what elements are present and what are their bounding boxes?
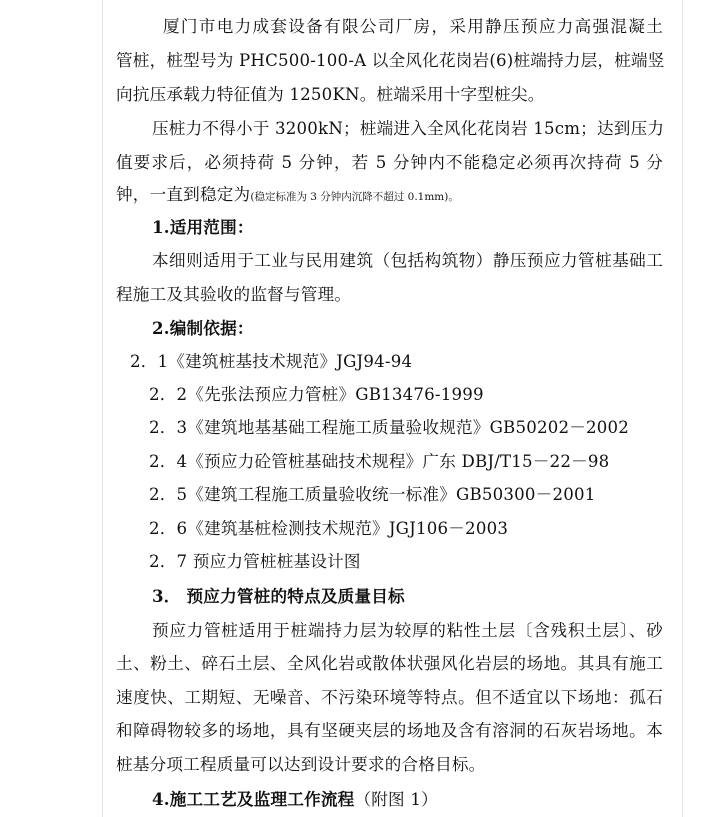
body-text-line: 和障碍物较多的场地，具有坚硬夹层的场地及含有溶洞的石灰岩场地。本 xyxy=(116,721,663,740)
body-text-line: 厦门市电力成套设备有限公司厂房，采用静压预应力高强混凝土 xyxy=(163,17,663,36)
figure-reference: （附图 1） xyxy=(354,790,438,809)
body-text-line: 向抗压承载力特征值为 1250KN。桩端采用十字型桩尖。 xyxy=(116,85,545,104)
body-text-line: 速度快、工期短、无噪音、不污染环境等特点。但不适宜以下场地：孤石 xyxy=(116,688,663,707)
body-text-line: 土、粉土、碎石土层、全风化岩或散体状强风化岩层的场地。其具有施工 xyxy=(116,654,663,673)
reference-item: 2．7 预应力管桩桩基设计图 xyxy=(149,552,361,571)
reference-item: 2．1《建筑桩基技术规范》JGJ94-94 xyxy=(130,352,413,371)
section-heading: 1.适用范围： xyxy=(152,217,254,237)
body-text: 钟，一直到稳定为 xyxy=(116,185,251,204)
body-text-line: 本细则适用于工业与民用建筑（包括构筑物）静压预应力管桩基础工 xyxy=(152,251,663,270)
reference-item: 2．3《建筑地基基础工程施工质量验收规范》GB50202－2002 xyxy=(149,418,630,437)
reference-item: 2．2《先张法预应力管桩》GB13476-1999 xyxy=(149,385,484,404)
body-text-line xyxy=(116,183,459,209)
reference-item: 2．4《预应力砼管桩基础技术规程》广东 DBJ/T15－22－98 xyxy=(149,452,610,471)
page-margin-right xyxy=(682,0,683,817)
stability-note: (稳定标准为 3 分钟内沉降不超过 0.1mm)。 xyxy=(250,191,459,203)
section-heading xyxy=(152,787,438,812)
body-text-line: 管桩，桩型号为 PHC500-100-A 以全风化花岗岩(6)桩端持力层，桩端竖 xyxy=(116,51,665,70)
body-text-line: 桩基分项工程质量可以达到设计要求的合格目标。 xyxy=(116,755,486,774)
reference-item: 2．6《建筑基桩检测技术规范》JGJ106－2003 xyxy=(149,519,509,538)
section-heading: 3． 预应力管桩的特点及质量目标 xyxy=(152,586,405,606)
body-text-line: 程施工及其验收的监督与管理。 xyxy=(116,285,352,304)
section-heading-text: 4.施工工艺及监理工作流程 xyxy=(152,789,355,809)
body-text-line: 值要求后，必须持荷 5 分钟，若 5 分钟内不能稳定必须再次持荷 5 分 xyxy=(116,153,663,172)
reference-item: 2．5《建筑工程施工质量验收统一标准》GB50300－2001 xyxy=(149,485,596,504)
body-text-line: 预应力管桩适用于桩端持力层为较厚的粘性土层〔含残积土层〕、砂 xyxy=(152,621,663,640)
body-text-line: 压桩力不得小于 3200kN；桩端进入全风化花岗岩 15cm；达到压力 xyxy=(152,119,665,138)
page-margin-left xyxy=(102,0,103,817)
section-heading: 2.编制依据： xyxy=(152,318,254,338)
